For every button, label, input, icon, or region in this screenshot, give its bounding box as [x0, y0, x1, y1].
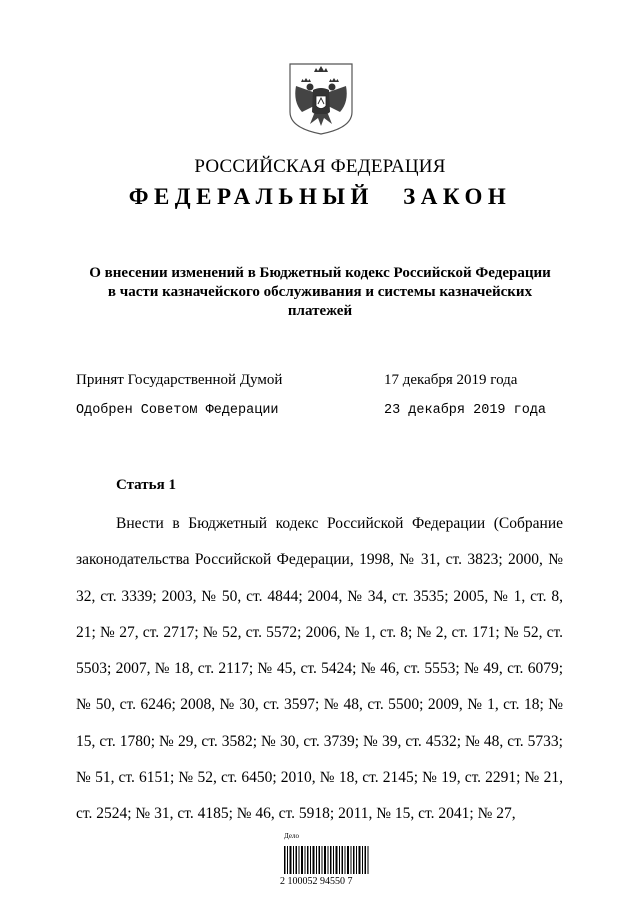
- article-body-text: Внести в Бюджетный кодекс Российской Федерации (Собрание законодательства Российской Федерации, 1998, № 31, ст. 3823; 2000, № 32, ст. 3339; 2003, № 50, ст. 4844; 2004, № 34, ст. 3535; 2005, № 1, ст. 8, 21; № 27, ст. 2717; № 52, ст. 5572; 2006, № 1, ст. 8; № 2, ст. 171; № 52, ст. 5503; 2007, № 18, ст. 2117; № 45, ст. 5424; № 46, ст. 5553; № 49, ст. 6079; № 50, ст. 6246; 2008, № 30, ст. 3597; № 48, ст. 5500; 2009, № 1, ст. 18; № 15, ст. 1780; № 29, ст. 3582; № 30, ст. 3739; № 39, ст. 4532; № 48, ст. 5733; № 51, ст. 6151; № 52, ст. 6450; 2010, № 18, ст. 2145; № 19, ст. 2291; № 21, ст. 2524; № 31, ст. 4185; № 46, ст. 5918; 2011, № 15, ст. 2041; № 27,: [76, 515, 563, 823]
- subject-line-1: О внесении изменений в Бюджетный кодекс Российской Федерации: [89, 265, 551, 281]
- subject-line-3: платежей: [287, 303, 353, 319]
- duma-adoption-date: 17 декабря 2019 года: [384, 372, 518, 388]
- document-type-title: ФЕДЕРАЛЬНЫЙ ЗАКОН: [128, 184, 512, 209]
- barcode-top-label: Дело: [284, 832, 299, 840]
- subject-line-2: в части казначейского обслуживания и системы казначейских: [107, 284, 533, 300]
- council-approval-label: Одобрен Советом Федерации: [76, 403, 279, 418]
- barcode-icon: [284, 846, 370, 874]
- country-name: РОССИЙСКАЯ ФЕДЕРАЦИЯ: [194, 156, 446, 177]
- document-barcode: [280, 832, 372, 888]
- law-subject: [60, 264, 580, 321]
- duma-adoption-label: Принят Государственной Думой: [76, 372, 283, 388]
- article-heading: Статья 1: [116, 477, 176, 493]
- barcode-number: 2 100052 94550 7: [280, 876, 353, 887]
- council-approval-date: 23 декабря 2019 года: [384, 403, 547, 418]
- coat-of-arms-icon: [288, 62, 354, 136]
